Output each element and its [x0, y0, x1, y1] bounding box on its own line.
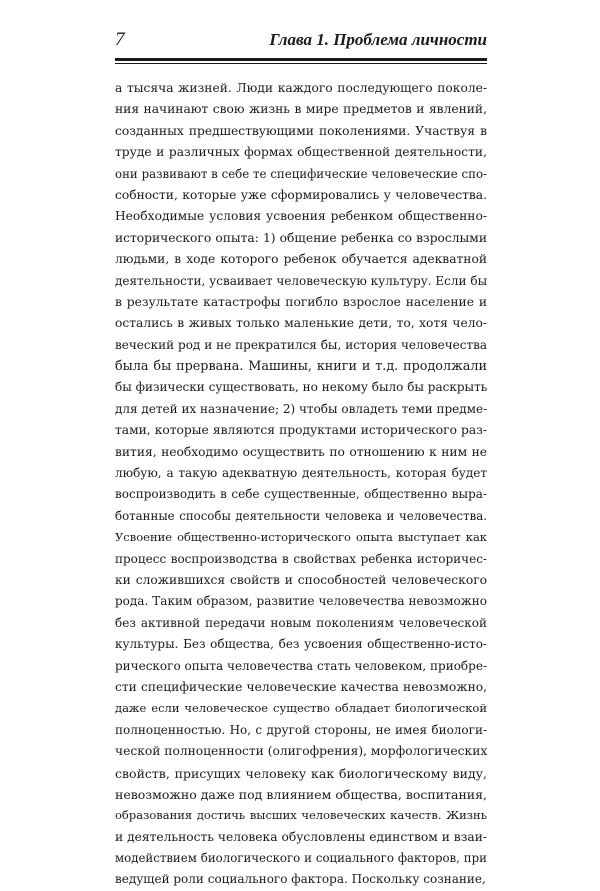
text-line: любую, а такую адекватную деятельность, которая будет	[115, 466, 487, 481]
text-line: исторического опыта: 1) общение ребенка со взрослыми	[115, 230, 487, 245]
text-line: ведущей роли социального фактора. Поскольку сознание,	[115, 872, 486, 887]
page-header	[115, 26, 487, 56]
text-line: невозможно даже под влиянием общества, воспитания,	[115, 786, 487, 802]
text-line: была бы прервана. Машины, книги и т.д. продолжали	[115, 359, 487, 375]
header-rule-thick	[115, 58, 487, 61]
text-line: и деятельность человека обусловлены единством и взаи-	[115, 829, 487, 844]
body-text	[115, 78, 487, 891]
text-line: деятельности, усваивает человеческую культуру. Если бы	[115, 273, 488, 288]
text-line: даже если человеческое существо обладает биологической	[115, 701, 487, 716]
text-line: созданных предшествующими поколениями. Участвуя в	[115, 123, 487, 138]
text-line: свойств, присущих человеку как биологическому виду,	[115, 765, 487, 781]
header-rule-thin	[115, 63, 487, 64]
text-line: труде и различных формах общественной деятельности,	[115, 145, 487, 160]
text-line: культуры. Без общества, без усвоения общественно-исто-	[115, 637, 487, 652]
text-line: для детей их назначение; 2) чтобы овладеть теми предме-	[115, 401, 488, 416]
text-line: процесс воспроизводства в свойствах ребенка историчес-	[115, 551, 487, 566]
text-line: а тысяча жизней. Люди каждого последующего поколе-	[115, 81, 487, 95]
text-line: без активной передачи новым поколениям человеческой	[115, 615, 487, 630]
text-line: бы физически существовать, но некому было бы раскрыть	[115, 380, 488, 395]
text-line: вития, необходимо осуществить по отношению к ним не	[115, 444, 487, 459]
text-line: остались в живых только маленькие дети, то, хотя чело-	[115, 316, 487, 331]
text-line: веческий род и не прекратился бы, история человечества	[115, 337, 487, 352]
text-line: Усвоение общественно-исторического опыта выступает как	[115, 530, 487, 545]
text-line: ческой полноценности (олигофрения), морфологических	[115, 744, 488, 759]
text-line: образования достичь высших человеческих качеств. Жизнь	[115, 808, 487, 823]
page-number: 7	[115, 29, 125, 50]
text-line: Необходимые условия усвоения ребенком общественно-	[115, 209, 487, 224]
text-line: ки сложившихся свойств и способностей человеческого	[115, 572, 487, 587]
text-line: в результате катастрофы погибло взрослое население и	[115, 294, 487, 309]
text-line: они развивают в себе те специфические человеческие спо-	[115, 166, 487, 181]
text-line: сти специфические человеческие качества невозможно,	[115, 679, 487, 694]
text-line: воспроизводить в себе существенные, общественно выра-	[115, 487, 487, 502]
text-line: собности, которые уже сформировались у человечества.	[115, 187, 487, 202]
text-line: рода. Таким образом, развитие человечества невозможно	[115, 594, 487, 609]
text-line: людьми, в ходе которого ребенок обучается адекватной	[115, 252, 487, 267]
text-line: полноценностью. Но, с другой стороны, не имея биологи-	[115, 722, 487, 737]
chapter-title: Глава 1. Проблема личности	[269, 30, 487, 49]
text-line: ботанные способы деятельности человека и человечества.	[115, 508, 487, 523]
text-line: тами, которые являются продуктами исторического раз-	[115, 423, 487, 438]
text-line: модействием биологического и социального факторов, при	[115, 851, 487, 866]
text-line: рического опыта человечества стать человеком, приобре-	[115, 658, 487, 673]
text-line: ния начинают свою жизнь в мире предметов и явлений,	[115, 102, 487, 117]
